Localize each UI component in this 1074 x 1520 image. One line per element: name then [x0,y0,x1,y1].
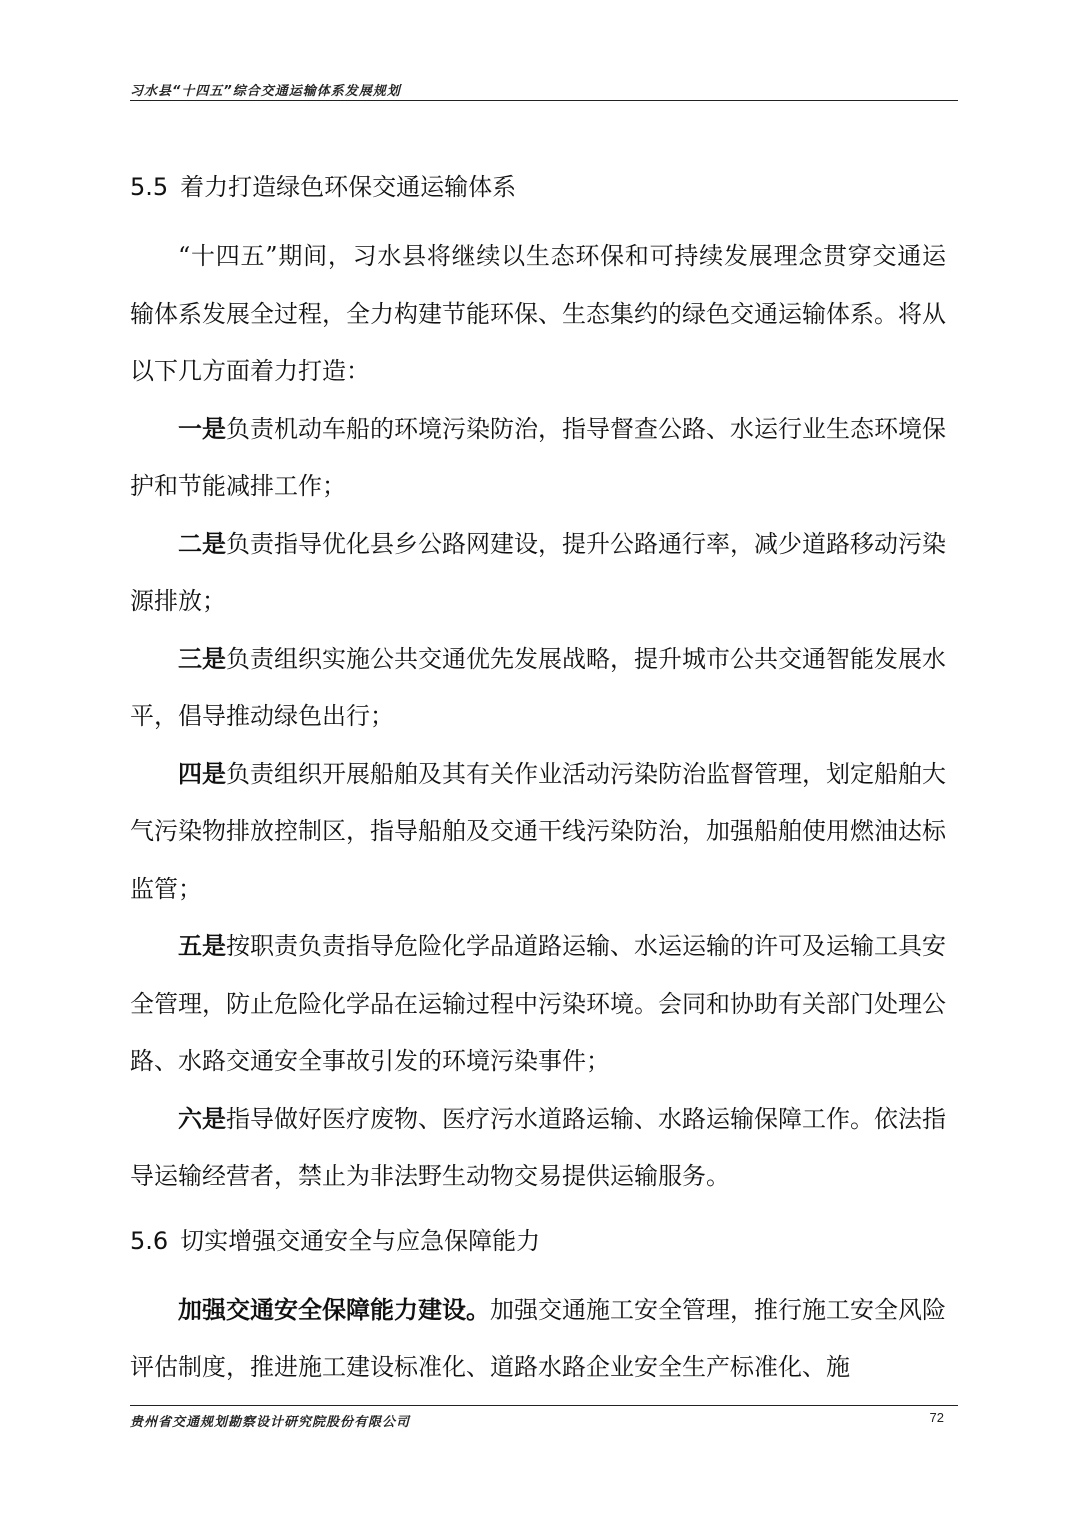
section-heading-5-5 [130,160,946,214]
paragraph-lead: 一是 [178,414,226,443]
footer-divider [130,1405,958,1406]
paragraph-text: “十四五”期间，习水县将继续以生态环保和可持续发展理念贯穿交通运输体系发展全过程，全力构建节能环保、生态集约的绿色交通运输体系。将从以下几方面着力打造： [130,242,946,385]
paragraph-text: 负责指导优化县乡公路网建设，提升公路通行率，减少道路移动污染源排放； [130,529,946,615]
paragraph-text: 加强交通施工安全管理，推行施工安全风险评估制度，推进施工建设标准化、道路水路企业安全生产标准化、施 [130,1295,946,1381]
footer-organization: 贵州省交通规划勘察设计研究院股份有限公司 [130,1415,411,1430]
paragraph-lead: 五是 [178,932,226,960]
paragraph-text: 指导做好医疗废物、医疗污水道路运输、水路运输保障工作。依法指导运输经营者，禁止为非法野生动物交易提供运输服务。 [130,1104,946,1190]
paragraph-text: 负责组织实施公共交通优先发展战略，提升城市公共交通智能发展水平，倡导推动绿色出行； [130,644,946,730]
paragraph-item-3 [130,631,946,746]
paragraph-safety [130,1282,946,1397]
paragraph-text: 按职责负责指导危险化学品道路运输、水运运输的许可及运输工具安全管理，防止危险化学品在运输过程中污染环境。会同和协助有关部门处理公路、水路交通安全事故引发的环境污染事件； [130,932,946,1075]
section-number: 5.5 [130,173,169,201]
paragraph-text: 负责组织开展船舶及其有关作业活动污染防治监督管理，划定船舶大气污染物排放控制区，指导船舶及交通干线污染防治，加强船舶使用燃油达标监管； [130,759,946,903]
section-number: 5.6 [130,1226,169,1255]
header-divider [130,100,958,101]
page-number: 72 [929,1410,944,1425]
section-title: 着力打造绿色环保交通运输体系 [180,173,517,201]
paragraph-item-5 [130,918,946,1091]
paragraph-item-1 [130,401,946,516]
paragraph-lead: 四是 [178,759,226,788]
paragraph-item-2 [130,516,946,631]
paragraph-item-4 [130,746,946,919]
paragraph-item-6 [130,1091,946,1206]
paragraph-intro [130,228,946,401]
paragraph-lead: 三是 [178,644,226,673]
paragraph-text: 负责机动车船的环境污染防治，指导督查公路、水运行业生态环境保护和节能减排工作； [130,414,946,500]
paragraph-lead: 六是 [178,1104,226,1133]
page-body [130,160,946,1397]
paragraph-lead: 二是 [178,529,226,558]
paragraph-lead: 加强交通安全保障能力建设。 [178,1295,490,1324]
section-heading-5-6 [130,1214,946,1268]
section-title: 切实增强交通安全与应急保障能力 [180,1226,541,1255]
running-header: 习水县“十四五”综合交通运输体系发展规划 [130,84,401,99]
